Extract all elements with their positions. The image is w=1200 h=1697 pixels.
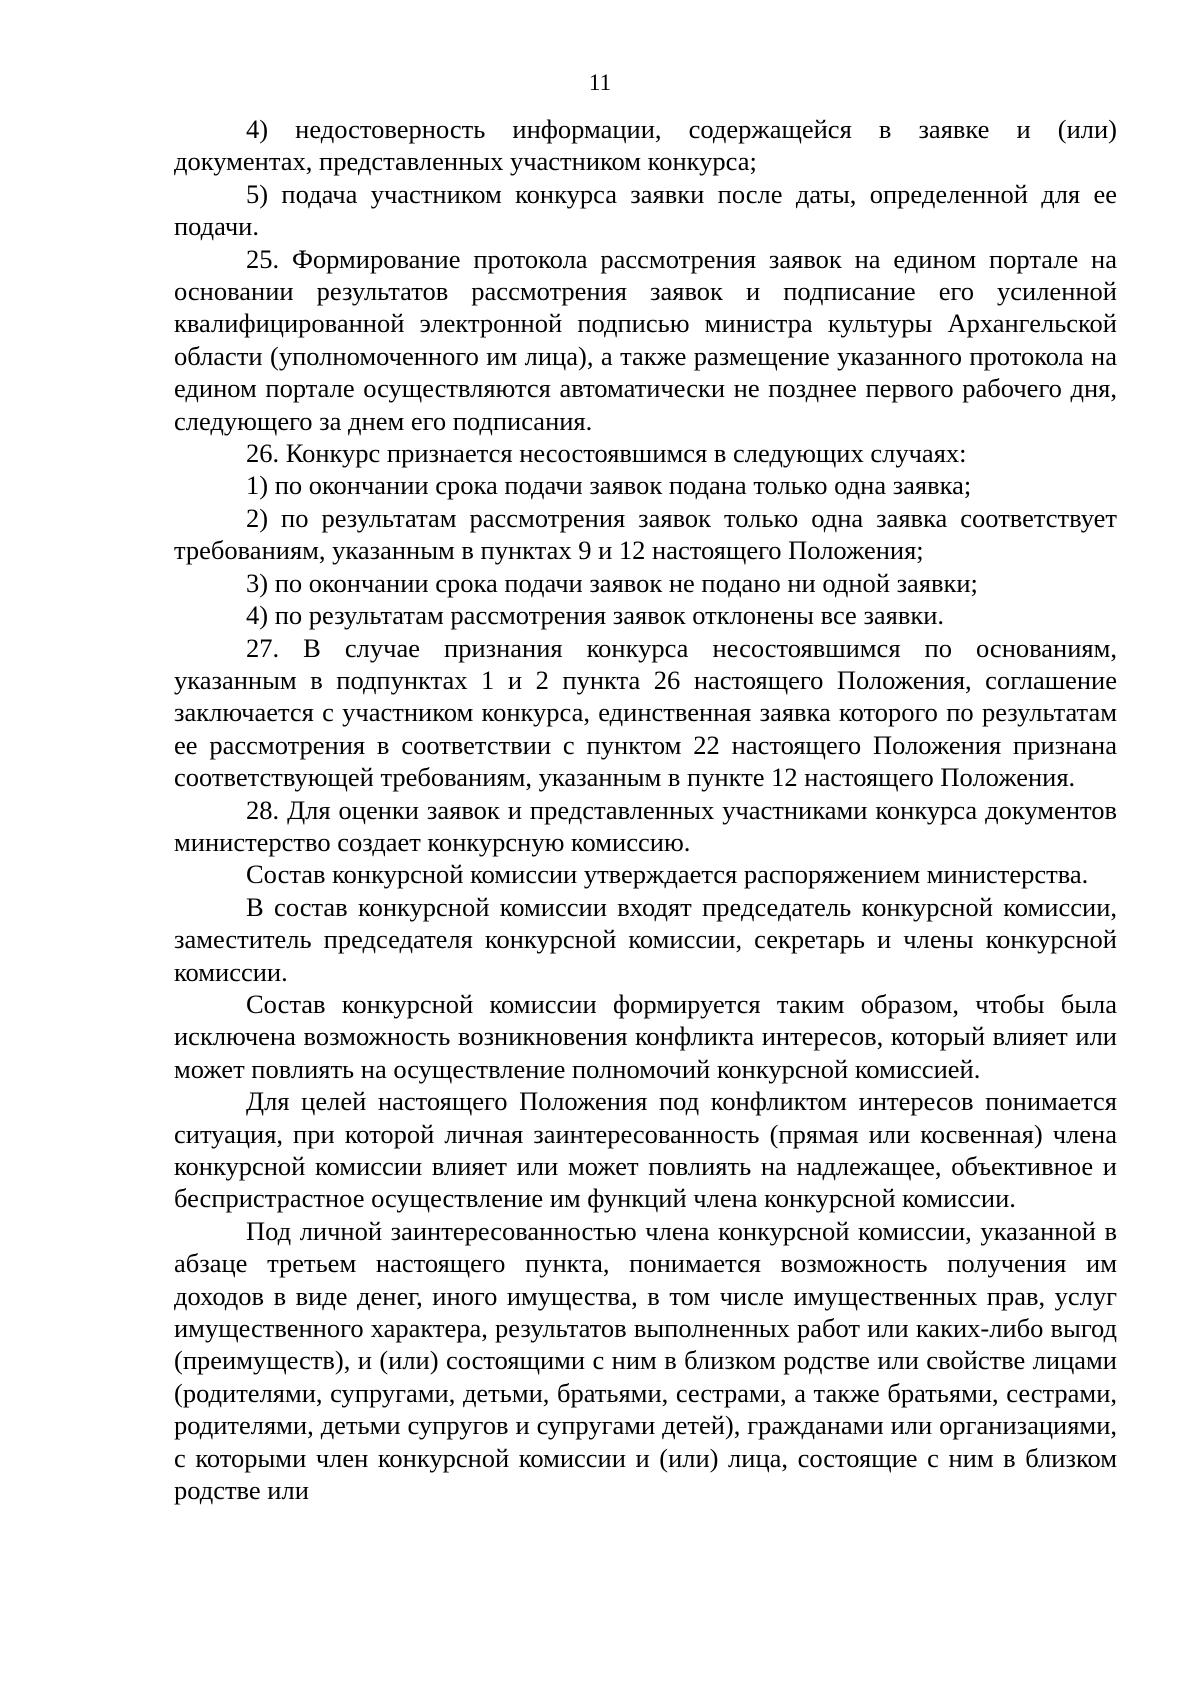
paragraph-clause-26-item-2: 2) по результатам рассмотрения заявок только одна заявка соответствует требованиям, указанным в пунктах 9 и 12 настоящего Положения; [174,502,1117,566]
paragraph-clause-27: 27. В случае признания конкурса несостоявшимся по основаниям, указанным в подпунктах 1 и 2 пункта 26 настоящего Положения, соглашение заключается с участником конкурса, единственная заявка которого по результатам ее рассмотрения в соответствии с пунктом 22 настоящего Положения признана соответствующей требованиям, указанным в пункте 12 настоящего Положения. [174,632,1117,793]
paragraph-item-4: 4) недостоверность информации, содержащейся в заявке и (или) документах, представленных участником конкурса; [174,114,1117,177]
paragraph-clause-26-item-1: 1) по окончании срока подачи заявок подана только одна заявка; [246,470,972,501]
paragraph-conflict-of-interest: Для целей настоящего Положения под конфликтом интересов понимается ситуация, при которой личная заинтересованность (прямая или косвенная) члена конкурсной комиссии влияет или может повлиять на надлежащее, объективное и беспристрастное осуществление им функций члена конкурсной комиссии. [174,1086,1117,1214]
paragraph-item-5: 5) подача участником конкурса заявки после даты, определенной для ее подачи. [174,178,1117,242]
paragraph-commission-members: В состав конкурсной комиссии входят председатель конкурсной комиссии, заместитель председателя конкурсной комиссии, секретарь и члены конкурсной комиссии. [174,891,1117,987]
paragraph-clause-26-item-3: 3) по окончании срока подачи заявок не подано ни одной заявки; [246,567,978,598]
paragraph-personal-interest: Под личной заинтересованностью члена конкурсной комиссии, указанной в абзаце третьем настоящего пункта, понимается возможность получения им доходов в виде денег, иного имущества, в том числе имущественных прав, услуг имущественного характера, результатов выполненных работ или каких-либо выгод (преимуществ), и (или) состоящими с ним в близком родстве или свойстве лицами (родителями, супругами, детьми, братьями, сестрами, а также братьями, сестрами, родителями, детьми супругов и супругами детей), гражданами или организациями, с которыми член конкурсной комиссии и (или) лица, состоящие с ним в близком родстве или [174,1215,1117,1506]
paragraph-clause-28: 28. Для оценки заявок и представленных участниками конкурса документов министерство создает конкурсную комиссию. [174,794,1117,857]
document-body [174,113,1117,1506]
paragraph-clause-25: 25. Формирование протокола рассмотрения заявок на едином портале на основании результатов рассмотрения заявок и подписание его усиленной квалифицированной электронной подписью министра культуры Архангельской области (уполномоченного им лица), а также размещение указанного протокола на едином портале осуществляются автоматически не позднее первого рабочего дня, следующего за днем его подписания. [174,243,1117,436]
paragraph-clause-26: 26. Конкурс признается несостоявшимся в следующих случаях: [246,438,967,469]
paragraph-commission-formation: Состав конкурсной комиссии формируется таким образом, чтобы была исключена возможность возникновения конфликта интересов, который влияет или может повлиять на осуществление полномочий конкурсной комиссией. [174,988,1117,1084]
paragraph-clause-26-item-4: 4) по результатам рассмотрения заявок отклонены все заявки. [246,600,945,631]
paragraph-commission-approval: Состав конкурсной комиссии утверждается распоряжением министерства. [246,859,1089,890]
page-number: 11 [588,70,612,95]
